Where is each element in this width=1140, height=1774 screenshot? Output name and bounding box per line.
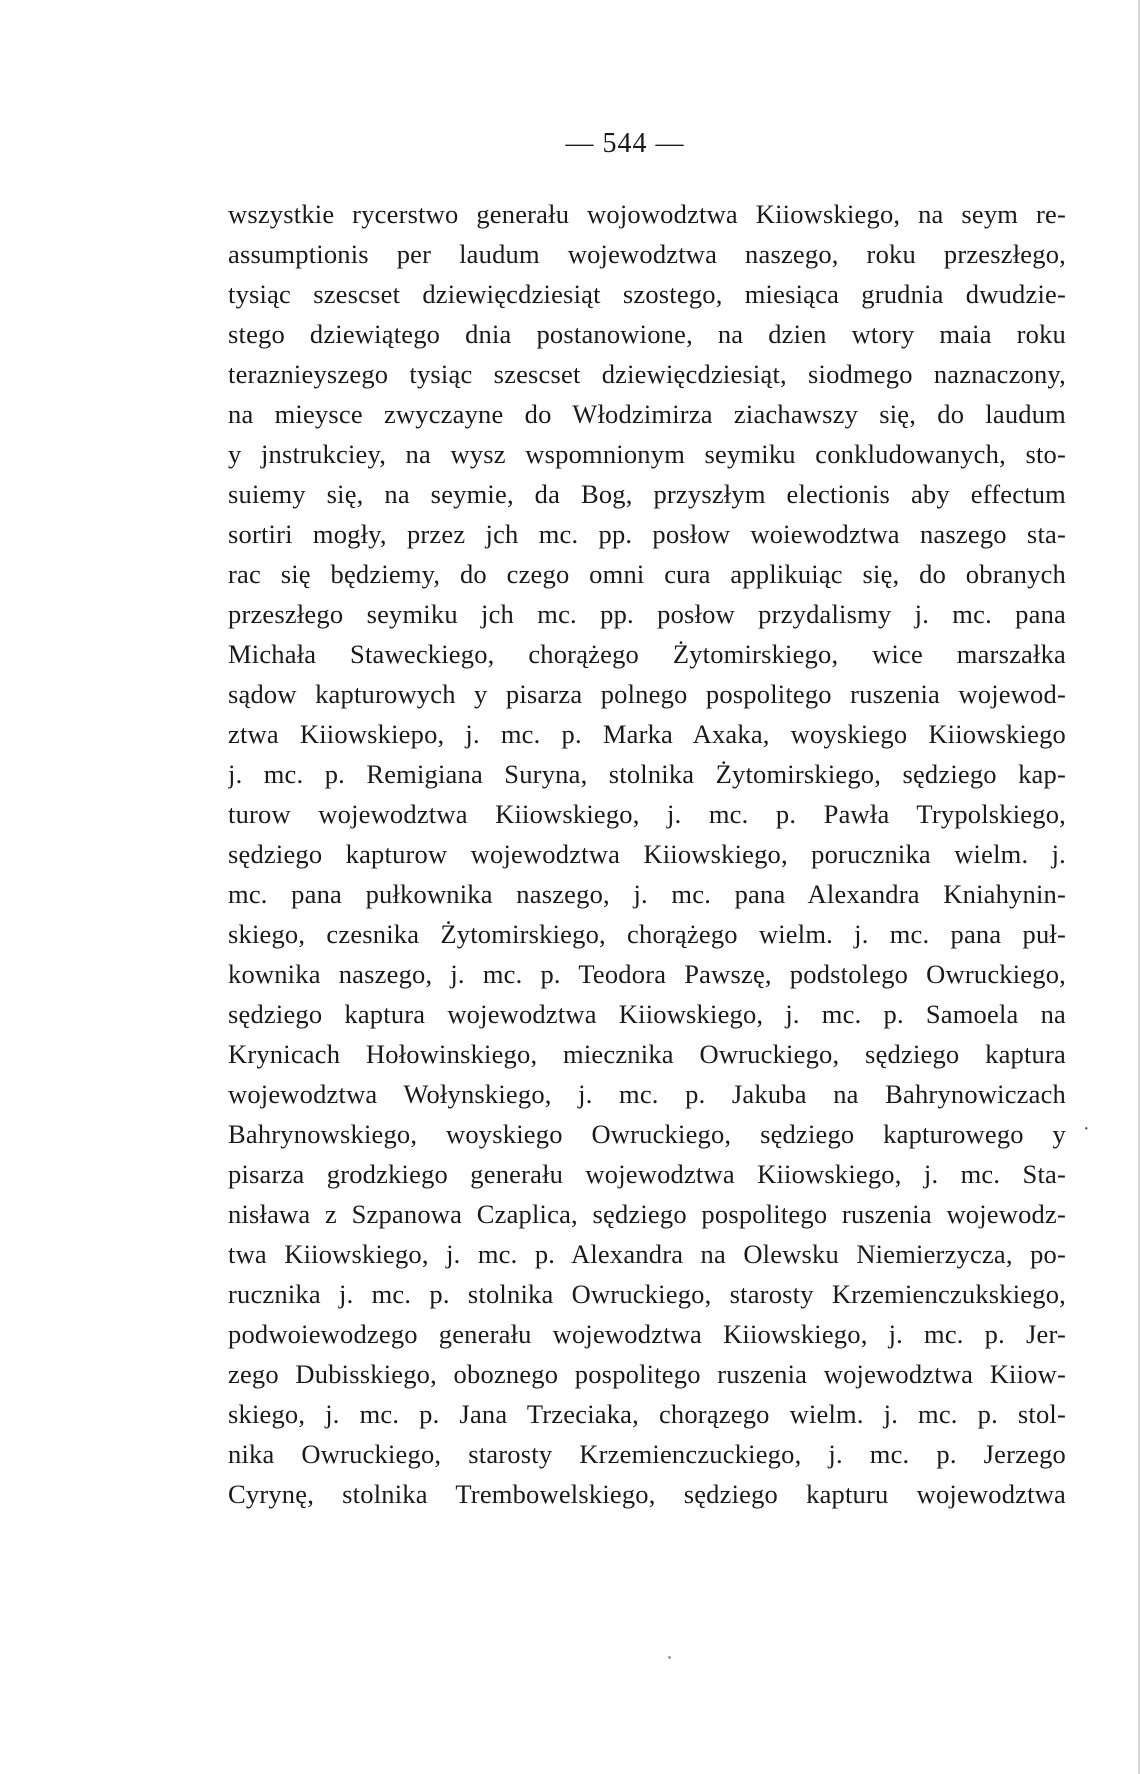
text-line: zego Dubisskiego, oboznego pospolitego ruszenia wojewodztwa Kiiow- (228, 1359, 1066, 1389)
text-line: wszystkie rycerstwo generału wojowodztwa Kiiowskiego, na seym re- (228, 199, 1066, 229)
text-line: ztwa Kiiowskiepo, j. mc. p. Marka Axaka, woyskiego Kiiowskiego (228, 719, 1066, 749)
text-line: mc. pana pułkownika naszego, j. mc. pana Alexandra Kniahynin- (228, 879, 1066, 909)
text-line: Michała Staweckiego, chorążego Żytomirskiego, wice marszałka (228, 639, 1066, 669)
text-line: Cyrynę, stolnika Trembowelskiego, sędziego kapturu wojewodztwa (228, 1479, 1066, 1509)
text-line: stego dziewiątego dnia postanowione, na dzien wtory maia roku (228, 319, 1066, 349)
text-line: sortiri mogły, przez jch mc. pp. posłow woiewodztwa naszego sta- (228, 519, 1066, 549)
text-line: rac się będziemy, do czego omni cura applikuiąc się, do obranych (228, 559, 1066, 589)
margin-mark: · (1083, 1118, 1090, 1140)
body-text (228, 194, 1066, 1514)
text-line: suiemy się, na seymie, da Bog, przyszłym electionis aby effectum (228, 479, 1066, 509)
text-line: assumptionis per laudum wojewodztwa naszego, roku przeszłego, (228, 239, 1066, 269)
text-line: twa Kiiowskiego, j. mc. p. Alexandra na Olewsku Niemierzycza, po- (228, 1239, 1066, 1269)
page-number: — 544 — (565, 128, 685, 159)
text-line: pisarza grodzkiego generału wojewodztwa Kiiowskiego, j. mc. Sta- (228, 1159, 1066, 1189)
text-line: Krynicach Hołowinskiego, miecznika Owruckiego, sędziego kaptura (228, 1039, 1066, 1069)
text-line: skiego, czesnika Żytomirskiego, chorążego wielm. j. mc. pana puł- (228, 919, 1066, 949)
text-line: przeszłego seymiku jch mc. pp. posłow przydalismy j. mc. pana (228, 599, 1066, 629)
text-line: y jnstrukciey, na wysz wspomnionym seymiku conkludowanych, sto- (228, 439, 1066, 469)
text-line: j. mc. p. Remigiana Suryna, stolnika Żytomirskiego, sędziego kap- (228, 759, 1066, 789)
text-line: rucznika j. mc. p. stolnika Owruckiego, starosty Krzemienczukskiego, (228, 1279, 1066, 1309)
text-line: teraznieyszego tysiąc szescset dziewięcdziesiąt, siodmego naznaczony, (228, 359, 1066, 389)
text-line: na mieysce zwyczayne do Włodzimirza ziachawszy się, do laudum (228, 399, 1066, 429)
text-line: kownika naszego, j. mc. p. Teodora Pawszę, podstolego Owruckiego, (228, 959, 1066, 989)
text-line: nisława z Szpanowa Czaplica, sędziego pospolitego ruszenia wojewodz- (228, 1199, 1066, 1229)
text-line: skiego, j. mc. p. Jana Trzeciaka, chorązego wielm. j. mc. p. stol- (228, 1399, 1066, 1429)
text-line: tysiąc szescset dziewięcdziesiąt szostego, miesiąca grudnia dwudzie- (228, 279, 1066, 309)
text-line: nika Owruckiego, starosty Krzemienczuckiego, j. mc. p. Jerzego (228, 1439, 1066, 1469)
text-line: Bahrynowskiego, woyskiego Owruckiego, sędziego kapturowego y (228, 1119, 1066, 1149)
text-line: wojewodztwa Wołynskiego, j. mc. p. Jakuba na Bahrynowiczach (228, 1079, 1066, 1109)
text-line: podwoiewodzego generału wojewodztwa Kiiowskiego, j. mc. p. Jer- (228, 1319, 1066, 1349)
paper-speck (668, 1656, 671, 1659)
text-line: sądow kapturowych y pisarza polnego pospolitego ruszenia wojewod- (228, 679, 1066, 709)
text-line: sędziego kapturow wojewodztwa Kiiowskiego, porucznika wielm. j. (228, 839, 1066, 869)
text-line: sędziego kaptura wojewodztwa Kiiowskiego, j. mc. p. Samoela na (228, 999, 1066, 1029)
text-line: turow wojewodztwa Kiiowskiego, j. mc. p. Pawła Trypolskiego, (228, 799, 1066, 829)
